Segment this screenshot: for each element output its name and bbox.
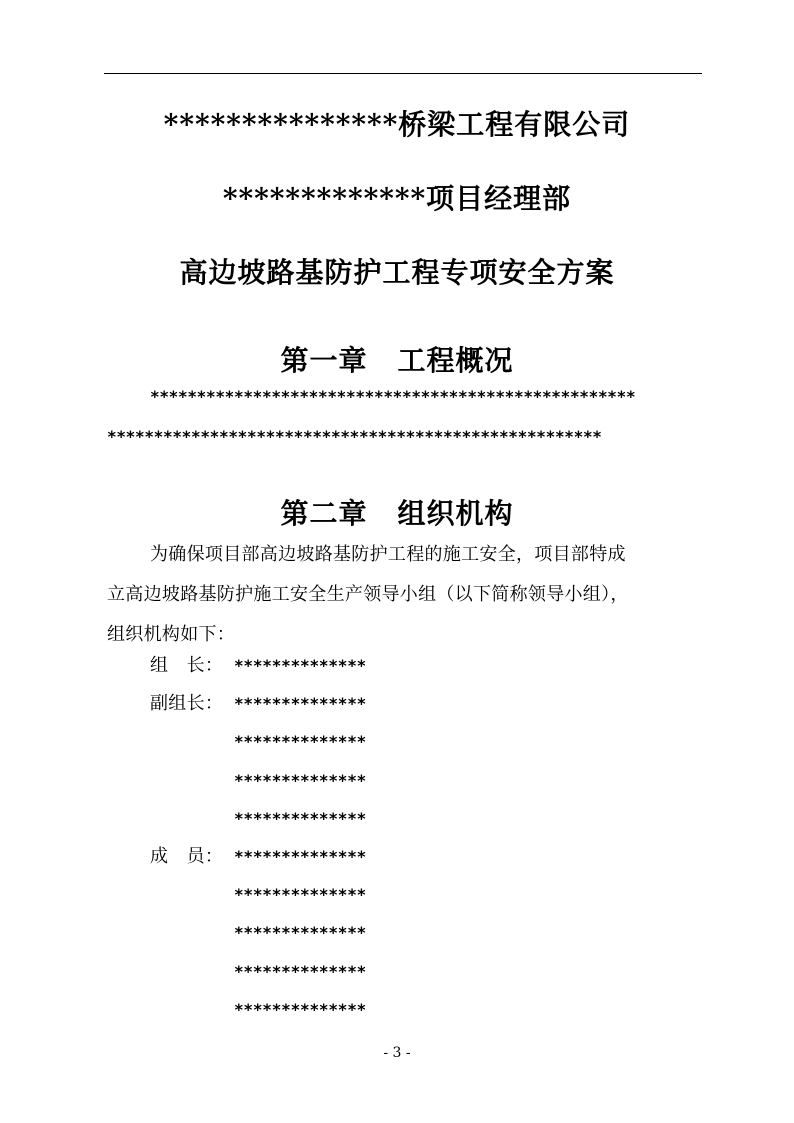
roster-label: 副组长：: [150, 693, 224, 715]
paragraph-line-2: 立高边坡路基防护施工安全生产领导小组（以下简称领导小组），: [107, 584, 629, 605]
roster-value: **************: [234, 770, 367, 790]
roster-label: 组 长：: [150, 655, 224, 676]
paragraph-line-3: 组织机构如下：: [107, 624, 236, 645]
paragraph-line-1-text: 为确保项目部高边坡路基防护工程的施工安全，项目部特成: [150, 544, 626, 565]
roster-value: **************: [234, 846, 367, 866]
roster-value: **************: [234, 732, 367, 752]
roster-row: [150, 962, 366, 1000]
chapter-1-heading: [0, 339, 794, 379]
roster-value: **************: [234, 656, 367, 675]
roster-label: 成 员：: [150, 845, 224, 867]
roster-row: [150, 771, 366, 809]
roster-value: **************: [234, 694, 367, 714]
roster-row: [150, 923, 366, 961]
company-name: ***************桥梁工程有限公司: [163, 108, 631, 141]
page-number: - 3 -: [383, 1045, 411, 1061]
roster-row: [150, 694, 366, 732]
roster-value: **************: [234, 999, 367, 1019]
roster-value: **************: [234, 923, 367, 943]
chapter-2-number: 第二章: [280, 497, 368, 530]
roster-row: [150, 885, 366, 923]
chapter-1-line-2: *****************************************************: [107, 427, 602, 446]
roster-row: [150, 1000, 366, 1038]
roster-value: **************: [234, 961, 367, 981]
chapter-2-name: 组织机构: [397, 497, 514, 530]
roster-row: [150, 847, 366, 885]
document-title: 高边坡路基防护工程专项安全方案: [179, 256, 615, 289]
organization-roster: [150, 656, 366, 1038]
chapter-1-name: 工程概况: [397, 344, 514, 377]
chapter-1-line-1: ****************************************************: [150, 387, 636, 406]
department-name: *************项目经理部: [222, 182, 572, 215]
roster-value: **************: [234, 885, 367, 905]
roster-row: [150, 656, 366, 694]
header-rule: [104, 73, 702, 74]
paragraph-line-1: [107, 540, 707, 566]
roster-row: [150, 732, 366, 770]
roster-value: **************: [234, 808, 367, 828]
chapter-2-heading: [0, 492, 794, 532]
roster-row: [150, 809, 366, 847]
chapter-1-number: 第一章: [280, 344, 368, 377]
